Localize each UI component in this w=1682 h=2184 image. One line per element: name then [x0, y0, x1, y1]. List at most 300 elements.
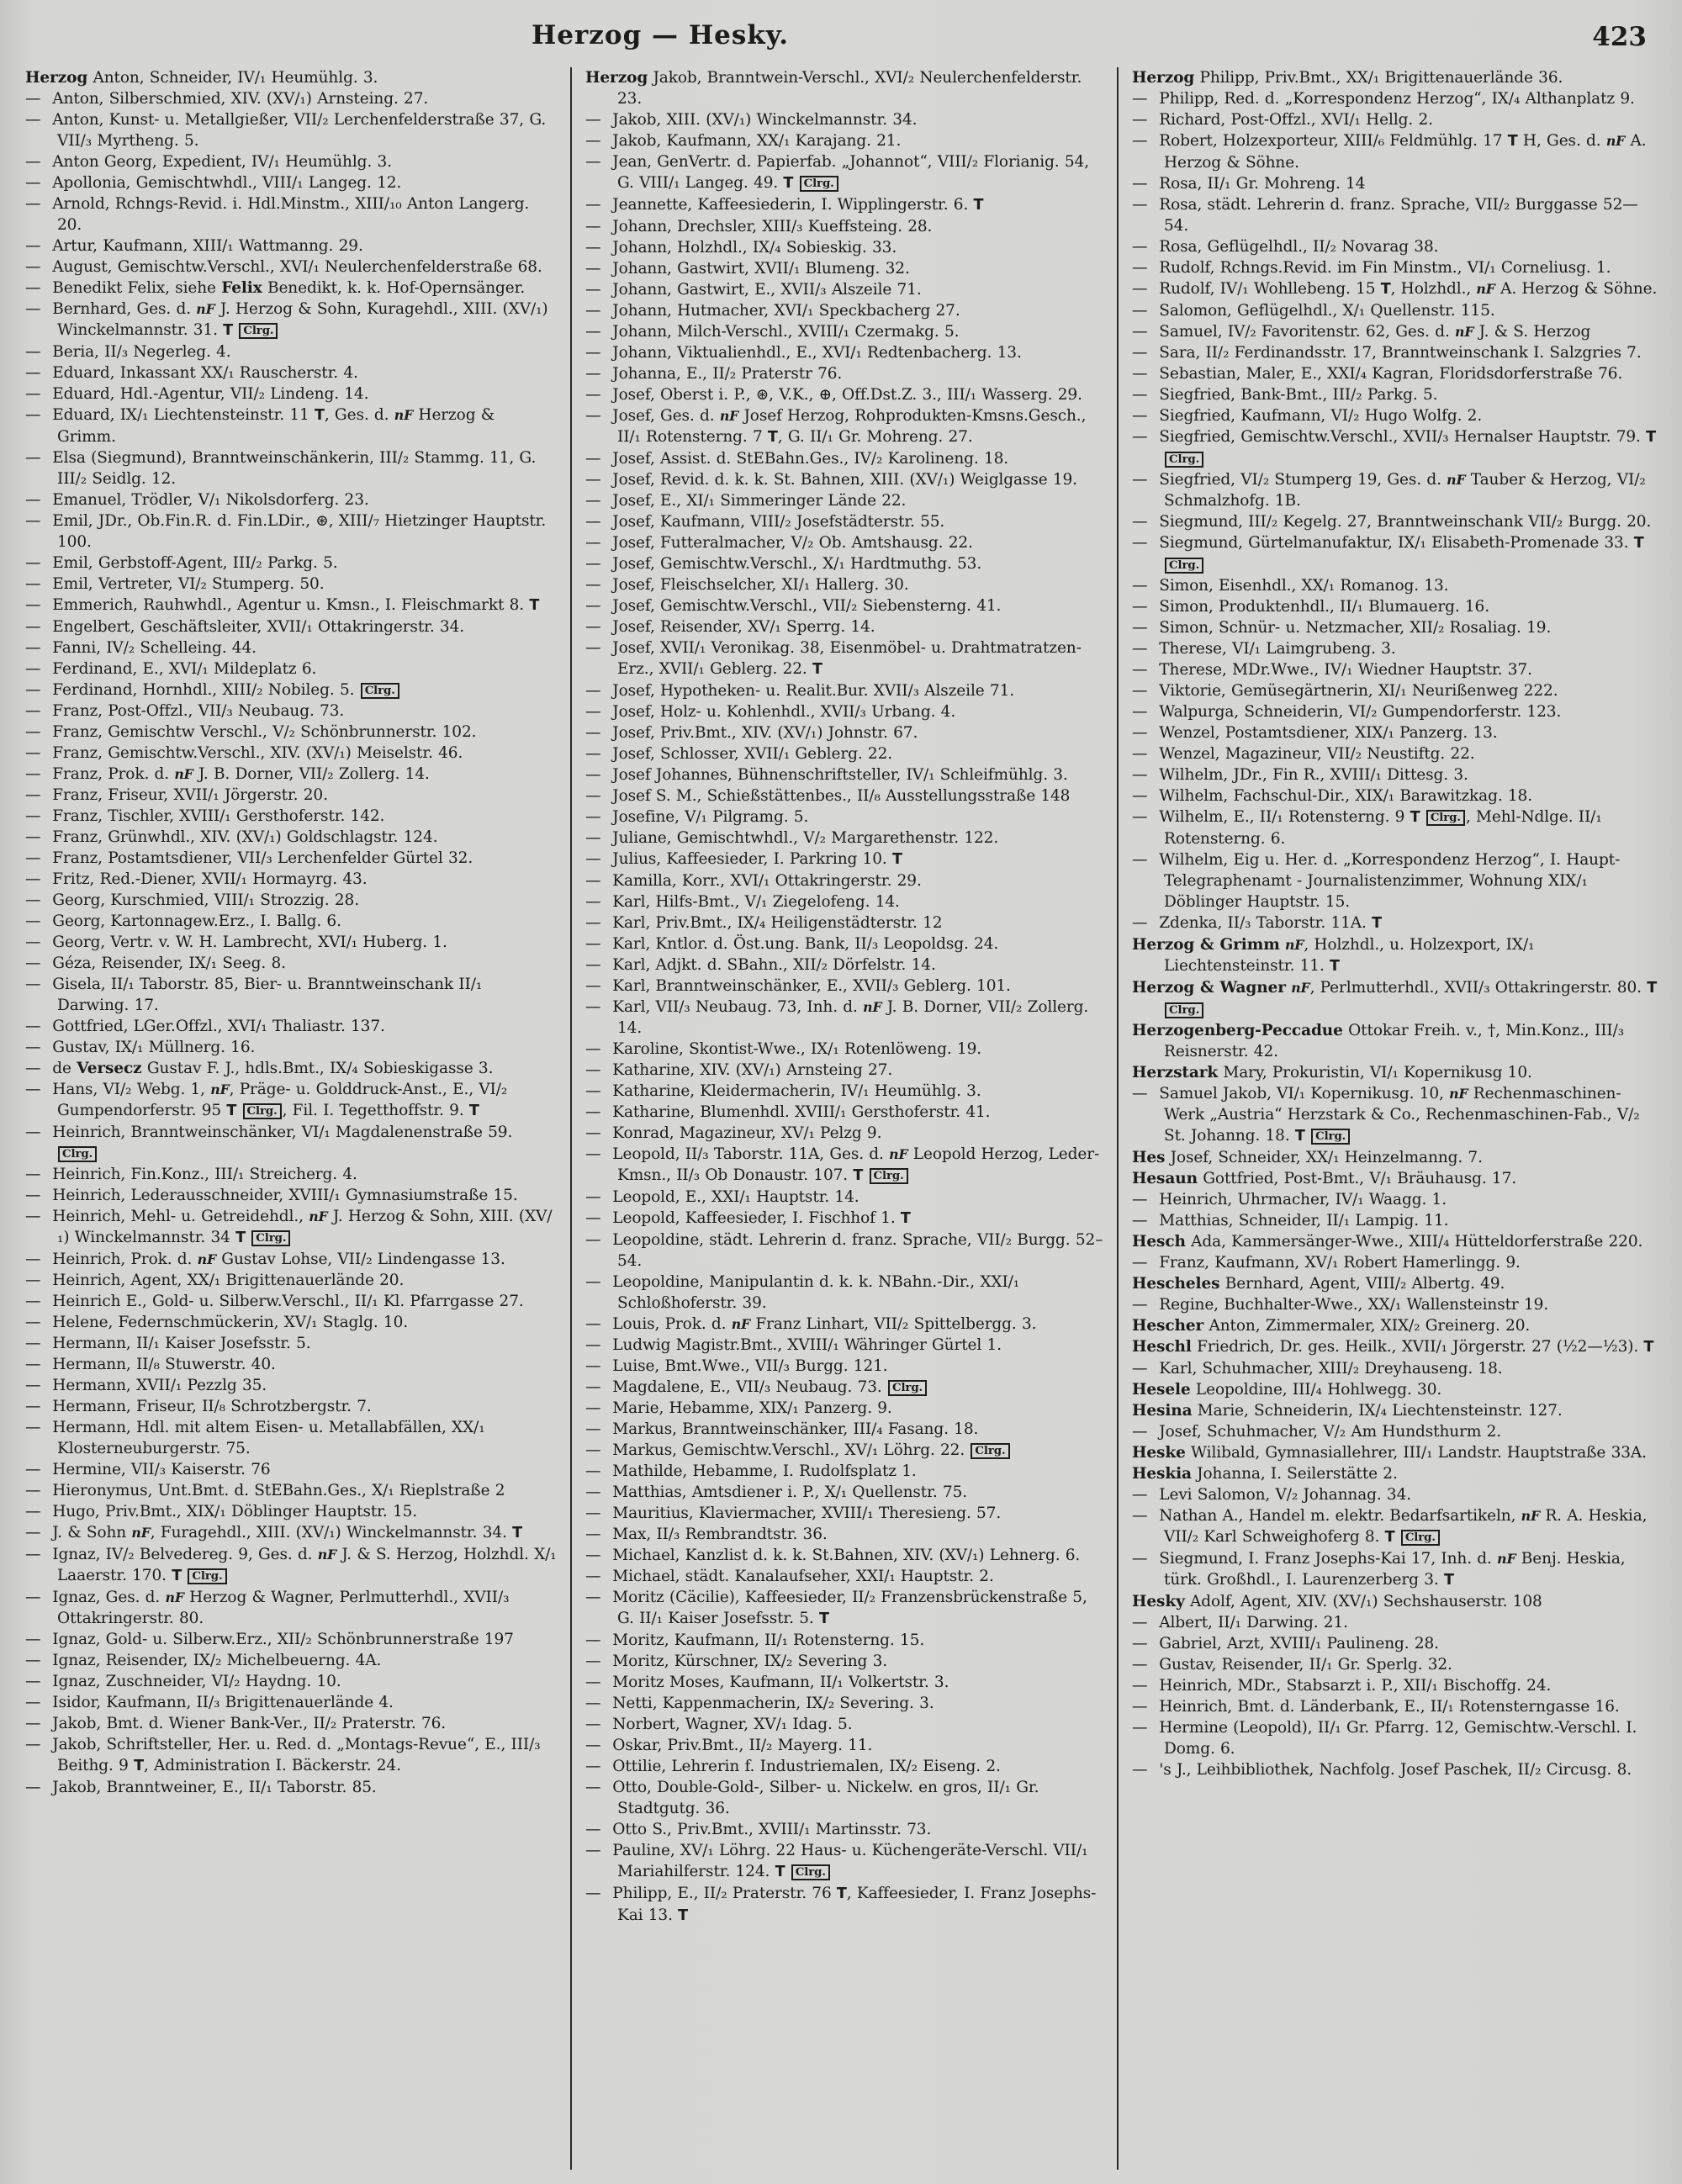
- ditto-dash: —: [1132, 1550, 1148, 1568]
- ditto-dash: —: [1132, 1486, 1148, 1504]
- surname-lead: Heske: [1132, 1444, 1186, 1462]
- ditto-dash: —: [1132, 513, 1148, 531]
- ditto-dash: —: [585, 872, 601, 890]
- directory-entry: — Franz, Gemischtw.Verschl., XIV. (XV/₁) Meiselstr. 46.: [25, 744, 463, 762]
- directory-column-2: [570, 67, 1117, 2170]
- directory-entry: — Siegfried, Kaufmann, VI/₂ Hugo Wolfg. 2.: [1132, 407, 1483, 425]
- ditto-dash: —: [585, 1040, 601, 1058]
- directory-entry: — Nathan A., Handel m. elektr. Bedarfsartikeln, nF R. A. Heskia, VII/₂ Karl Schweighoferg 8. T Clrg.: [1132, 1507, 1648, 1546]
- directory-entry: — Georg, Kurschmied, VIII/₁ Strozzig. 28.: [25, 891, 359, 909]
- ditto-dash: —: [585, 850, 601, 868]
- directory-entry: — Karl, Branntweinschänker, E., XVII/₃ Geblerg. 101.: [585, 977, 1011, 995]
- ditto-dash: —: [585, 893, 601, 911]
- ditto-dash: —: [1132, 598, 1148, 616]
- directory-entry: Hesch Ada, Kammersänger-Wwe., XIII/₄ Hütteldorferstraße 220.: [1132, 1233, 1643, 1251]
- directory-entry: — Leopold, II/₃ Taborstr. 11A, Ges. d. nF Leopold Herzog, Leder-Kmsn., II/₃ Ob Donaustr. 107. T Clrg.: [585, 1145, 1100, 1184]
- directory-entry: — Luise, Bmt.Wwe., VII/₃ Burgg. 121.: [585, 1357, 888, 1375]
- telephone-symbol: T: [172, 1568, 182, 1584]
- firm-symbol: nF: [1449, 1086, 1468, 1102]
- firm-symbol: nF: [196, 301, 215, 317]
- ditto-dash: —: [25, 258, 41, 276]
- ditto-dash: —: [25, 1652, 41, 1669]
- ditto-dash: —: [1132, 851, 1148, 869]
- directory-entry: — Karl, Schuhmacher, XIII/₂ Dreyhauseng. 18.: [1132, 1360, 1503, 1378]
- telephone-symbol: T: [900, 1210, 911, 1227]
- directory-entry: — Heinrich, MDr., Stabsarzt i. P., XII/₁ Bischoffg. 24.: [1132, 1677, 1552, 1695]
- clearing-badge: Clrg.: [870, 1168, 908, 1184]
- telephone-symbol: T: [468, 1103, 479, 1119]
- telephone-symbol: T: [1410, 809, 1420, 826]
- ditto-dash: —: [25, 90, 41, 108]
- directory-entry: — Karl, Priv.Bmt., IX/₄ Heiligenstädterstr. 12: [585, 914, 943, 932]
- directory-entry: — Heinrich, Bmt. d. Länderbank, E., II/₁ Rotensterngasse 16.: [1132, 1698, 1620, 1716]
- ditto-dash: —: [1132, 1254, 1148, 1272]
- ditto-dash: —: [585, 1716, 601, 1733]
- directory-entry: — Rudolf, Rchngs.Revid. im Fin Minstm., VI/₁ Corneliusg. 1.: [1132, 259, 1611, 277]
- page-header: [0, 20, 1682, 61]
- directory-entry: — Simon, Eisenhdl., XX/₁ Romanog. 13.: [1132, 577, 1449, 595]
- ditto-dash: —: [1132, 1635, 1148, 1653]
- directory-entry: — Markus, Gemischtw.Verschl., XV/₁ Löhrg. 22. Clrg.: [585, 1440, 1107, 1461]
- telephone-symbol: T: [1294, 1128, 1305, 1145]
- directory-entry: — Gisela, II/₁ Taborstr. 85, Bier- u. Branntweinschank II/₁ Darwing. 17.: [25, 976, 483, 1014]
- ditto-dash: —: [25, 1272, 41, 1289]
- telephone-symbol: T: [1443, 1572, 1454, 1589]
- firm-symbol: nF: [317, 1547, 337, 1563]
- firm-symbol: nF: [197, 1251, 216, 1267]
- directory-column-1: [25, 67, 570, 2170]
- firm-symbol: nF: [165, 1589, 184, 1605]
- ditto-dash: —: [25, 702, 41, 720]
- directory-entry: — Katharine, XIV. (XV/₁) Arnsteing 27.: [585, 1061, 893, 1079]
- directory-entry: — Engelbert, Geschäftsleiter, XVII/₁ Ottakringerstr. 34.: [25, 618, 465, 636]
- telephone-symbol: T: [1643, 1339, 1654, 1356]
- ditto-dash: —: [1132, 428, 1148, 446]
- directory-entry: — Jean, GenVertr. d. Papierfab. „Johannot“, VIII/₂ Florianig. 54, G. VIII/₁ Langeg. 49. T Clrg.: [585, 153, 1089, 192]
- directory-entry: — Magdalene, E., VII/₃ Neubaug. 73. Clrg.: [585, 1377, 1107, 1398]
- directory-entry: — Jeannette, Kaffeesiederin, I. Wipplingerstr. 6. T: [585, 196, 984, 214]
- ditto-dash: —: [25, 1356, 41, 1373]
- ditto-dash: —: [25, 406, 41, 424]
- directory-entry: — Kamilla, Korr., XVI/₁ Ottakringerstr. 29.: [585, 872, 922, 890]
- directory-entry: — Siegfried, VI/₂ Stumperg 19, Ges. d. nF Tauber & Herzog, VI/₂ Schmalzhofg. 1B.: [1132, 471, 1646, 510]
- firm-symbol: nF: [863, 999, 882, 1015]
- directory-entry: — Eduard, Inkassant XX/₁ Rauscherstr. 4.: [25, 364, 358, 382]
- telephone-symbol: T: [226, 1103, 237, 1119]
- directory-entry: — Marie, Hebamme, XIX/₁ Panzerg. 9.: [585, 1399, 892, 1417]
- directory-entry: — Heinrich, Prok. d. nF Gustav Lohse, VII/₂ Lindengasse 13.: [25, 1251, 505, 1268]
- ditto-dash: —: [1132, 471, 1148, 489]
- directory-entry: — Gustav, IX/₁ Müllnerg. 16.: [25, 1039, 256, 1056]
- directory-entry: — Leopoldine, städt. Lehrerin d. franz. Sprache, VII/₂ Burgg. 52–54.: [585, 1231, 1103, 1270]
- directory-entry: — Karl, Hilfs-Bmt., V/₁ Ziegelofeng. 14.: [585, 893, 900, 911]
- surname-lead: Herzstark: [1132, 1064, 1219, 1081]
- directory-entry: — Juliane, Gemischtwhdl., V/₂ Margarethenstr. 122.: [585, 829, 999, 847]
- ditto-dash: —: [25, 933, 41, 951]
- ditto-dash: —: [25, 1589, 41, 1606]
- directory-entry: — Josef, Holz- u. Kohlenhdl., XVII/₃ Urbang. 4.: [585, 703, 956, 721]
- ditto-dash: —: [585, 1061, 601, 1079]
- ditto-dash: —: [1132, 1191, 1148, 1208]
- clearing-badge: Clrg.: [971, 1443, 1009, 1459]
- directory-entry: — Karl, VII/₃ Neubaug. 73, Inh. d. nF J. B. Dorner, VII/₂ Zollerg. 14.: [585, 998, 1089, 1037]
- ditto-dash: —: [585, 1082, 601, 1100]
- ditto-dash: —: [585, 1821, 601, 1838]
- directory-entry: — Hermann, II/₁ Kaiser Josefsstr. 5.: [25, 1335, 311, 1352]
- clearing-badge: Clrg.: [1311, 1129, 1350, 1145]
- directory-entry: — Johann, Milch-Verschl., XVIII/₁ Czermakg. 5.: [585, 323, 960, 341]
- ditto-dash: —: [1132, 914, 1148, 932]
- directory-entry: — Gabriel, Arzt, XVIII/₁ Paulineng. 28.: [1132, 1635, 1439, 1653]
- ditto-dash: —: [1132, 386, 1148, 404]
- ditto-dash: —: [1132, 90, 1148, 108]
- ditto-dash: —: [25, 491, 41, 509]
- directory-entry: — Leopold, E., XXI/₁ Hauptstr. 14.: [585, 1188, 860, 1206]
- directory-entry: — Josef, Ges. d. nF Josef Herzog, Rohprodukten-Kmsns.Gesch., II/₁ Rotensterng. 7 T, G. II/₁ Gr. Mohreng. 27.: [585, 407, 1087, 446]
- directory-entry: — Josef, Reisender, XV/₁ Sperrg. 14.: [585, 618, 875, 636]
- ditto-dash: —: [585, 1103, 601, 1121]
- ditto-dash: —: [25, 1060, 41, 1077]
- telephone-symbol: T: [812, 661, 822, 678]
- surname-lead: Herzogenberg-Peccadue: [1132, 1022, 1343, 1039]
- ditto-dash: —: [25, 618, 41, 636]
- directory-entry: — Oskar, Priv.Bmt., II/₂ Mayerg. 11.: [585, 1737, 873, 1754]
- ditto-dash: —: [25, 976, 41, 993]
- ditto-dash: —: [25, 1314, 41, 1331]
- ditto-dash: —: [585, 1145, 601, 1163]
- directory-entry: — Pauline, XV/₁ Löhrg. 22 Haus- u. Küchengeräte-Verschl. VII/₁ Mariahilferstr. 124. T Clrg.: [585, 1842, 1088, 1880]
- telephone-symbol: T: [891, 851, 902, 868]
- firm-symbol: nF: [309, 1208, 328, 1224]
- ditto-dash: —: [25, 575, 41, 593]
- directory-entry: — Leopoldine, Manipulantin d. k. k. NBahn.-Dir., XXI/₁ Schloßhoferstr. 39.: [585, 1273, 1020, 1312]
- ditto-dash: —: [25, 660, 41, 678]
- directory-entry: — Samuel Jakob, VI/₁ Kopernikusg. 10, nF Rechenmaschinen-Werk „Austria“ Herzstark & Co., Rechenmaschinen-Fab., V/₂ St. Johanng. 18. T Clrg.: [1132, 1085, 1640, 1145]
- directory-entry: — Hermann, II/₈ Stuwerstr. 40.: [25, 1356, 276, 1373]
- telephone-symbol: T: [973, 197, 984, 214]
- directory-entry: — Siegmund, I. Franz Josephs-Kai 17, Inh. d. nF Benj. Heskia, türk. Großhdl., I. Laurenzerberg 3. T: [1132, 1550, 1626, 1589]
- directory-entry: — Heinrich, Fin.Konz., III/₁ Streicherg. 4.: [25, 1166, 357, 1183]
- ditto-dash: —: [1132, 640, 1148, 658]
- directory-entry: Hesaun Gottfried, Post-Bmt., V/₁ Bräuhausg. 17.: [1132, 1170, 1517, 1187]
- directory-entry: — Albert, II/₁ Darwing. 21.: [1132, 1614, 1348, 1631]
- directory-entry: — Philipp, E., II/₂ Praterstr. 76 T, Kaffeesieder, I. Franz Josephs-Kai 13. T: [585, 1885, 1097, 1924]
- ditto-dash: —: [585, 787, 601, 805]
- clearing-badge: Clrg.: [888, 1380, 927, 1396]
- ditto-dash: —: [1132, 1296, 1148, 1314]
- ditto-dash: —: [585, 386, 601, 404]
- ditto-dash: —: [585, 471, 601, 489]
- ditto-dash: —: [585, 724, 601, 742]
- ditto-dash: —: [1132, 808, 1148, 826]
- directory-entry: — Ignaz, Reisender, IX/₂ Michelbeuerng. 4A.: [25, 1652, 382, 1669]
- directory-entry: — Franz, Grünwhdl., XIV. (XV/₁) Goldschlagstr. 124.: [25, 828, 438, 846]
- ditto-dash: —: [1132, 111, 1148, 129]
- directory-entry: — Wilhelm, JDr., Fin R., XVIII/₁ Dittesg. 3.: [1132, 766, 1468, 784]
- ditto-dash: —: [585, 1441, 601, 1459]
- directory-entry: — Sebastian, Maler, E., XXI/₄ Kagran, Floridsdorferstraße 76.: [1132, 365, 1623, 383]
- ditto-dash: —: [585, 1209, 601, 1227]
- directory-entry: — Moritz Moses, Kaufmann, II/₁ Volkertstr. 3.: [585, 1674, 949, 1691]
- directory-entry: — Anton, Silberschmied, XIV. (XV/₁) Arnsteing. 27.: [25, 90, 429, 108]
- firm-symbol: nF: [1447, 472, 1466, 488]
- directory-entry: — Franz, Gemischtw Verschl., V/₂ Schönbrunnerstr. 102.: [25, 723, 477, 741]
- ditto-dash: —: [25, 1524, 41, 1541]
- directory-entry: — Georg, Kartonnagew.Erz., I. Ballg. 6.: [25, 912, 341, 930]
- ditto-dash: —: [25, 1503, 41, 1520]
- ditto-dash: —: [585, 1124, 601, 1142]
- ditto-dash: —: [1132, 1656, 1148, 1674]
- surname-lead: Herzog: [585, 69, 648, 87]
- directory-entry: — Siegmund, III/₂ Kegelg. 27, Branntweinschank VII/₂ Burgg. 20.: [1132, 513, 1652, 531]
- directory-entry: Herzog Jakob, Branntwein-Verschl., XVI/₂ Neulerchenfelderstr. 23.: [585, 69, 1082, 108]
- directory-entry: — Franz, Tischler, XVIII/₁ Gersthoferstr. 142.: [25, 807, 385, 825]
- directory-entry: — Sara, II/₂ Ferdinandsstr. 17, Branntweinschank I. Salzgries 7.: [1132, 344, 1642, 362]
- ditto-dash: —: [25, 596, 41, 614]
- ditto-dash: —: [585, 365, 601, 383]
- directory-entry: — Jakob, Schriftsteller, Her. u. Red. d. „Montags-Revue“, E., III/₃ Beithg. 9 T, Administration I. Bäckerstr. 24.: [25, 1736, 541, 1774]
- ditto-dash: —: [1132, 407, 1148, 425]
- ditto-dash: —: [1132, 766, 1148, 784]
- ditto-dash: —: [585, 977, 601, 995]
- directory-entry: — Ignaz, Zuschneider, VI/₂ Haydng. 10.: [25, 1673, 341, 1690]
- ditto-dash: —: [25, 1631, 41, 1648]
- firm-symbol: nF: [1605, 133, 1626, 149]
- telephone-symbol: T: [1647, 980, 1658, 997]
- clearing-badge: Clrg.: [1165, 1002, 1203, 1018]
- directory-entry: — Rudolf, IV/₁ Wohllebeng. 15 T, Holzhdl., nF A. Herzog & Söhne.: [1132, 280, 1658, 298]
- ditto-dash: —: [25, 1482, 41, 1499]
- directory-entry: — Johann, Drechsler, XIII/₃ Kueffsteing. 28.: [585, 218, 933, 235]
- ditto-dash: —: [25, 1208, 41, 1225]
- surname-lead: Hes: [1132, 1149, 1166, 1166]
- clearing-badge: Clrg.: [243, 1103, 282, 1119]
- directory-entry: — Netti, Kappenmacherin, IX/₂ Severing. 3.: [585, 1695, 934, 1712]
- ditto-dash: —: [585, 1526, 601, 1543]
- ditto-dash: —: [585, 1674, 601, 1691]
- ditto-dash: —: [25, 1461, 41, 1478]
- directory-entry: — Wilhelm, Fachschul-Dir., XIX/₁ Barawitzkag. 18.: [1132, 787, 1533, 805]
- directory-entry: — Hermann, Friseur, II/₈ Schrotzbergstr. 7.: [25, 1398, 372, 1415]
- directory-columns: [25, 67, 1665, 2170]
- ditto-dash: —: [25, 723, 41, 741]
- ditto-dash: —: [585, 196, 601, 214]
- directory-entry: — Mathilde, Hebamme, I. Rudolfsplatz 1.: [585, 1462, 917, 1480]
- directory-entry: — Josef, XVII/₁ Veronikag. 38, Eisenmöbel- u. Drahtmatratzen-Erz., XVII/₁ Geblerg. 22. T: [585, 639, 1082, 678]
- directory-entry: — Johann, Viktualienhdl., E., XVI/₁ Redtenbacherg. 13.: [585, 344, 1022, 362]
- ditto-dash: —: [585, 1399, 601, 1417]
- directory-entry: — Simon, Schnür- u. Netzmacher, XII/₂ Rosaliag. 19.: [1132, 619, 1552, 637]
- directory-entry: — Emanuel, Trödler, V/₁ Nikolsdorferg. 23.: [25, 491, 369, 509]
- directory-entry: — Samuel, IV/₂ Favoritenstr. 62, Ges. d. nF J. & S. Herzog: [1132, 323, 1591, 341]
- directory-entry: — Moritz, Kürschner, IX/₂ Severing 3.: [585, 1653, 888, 1670]
- directory-entry: Herzog Anton, Schneider, IV/₁ Heumühlg. 3.: [25, 69, 378, 87]
- ditto-dash: —: [25, 1715, 41, 1732]
- ditto-dash: —: [585, 218, 601, 235]
- ditto-dash: —: [1132, 302, 1148, 320]
- directory-entry: Heschl Friedrich, Dr. ges. Heilk., XVII/₁ Jörgerstr. 27 (½2—½3). T: [1132, 1338, 1654, 1356]
- surname-lead: Hescheles: [1132, 1275, 1220, 1293]
- firm-symbol: nF: [174, 766, 193, 782]
- ditto-dash: —: [25, 1736, 41, 1753]
- ditto-dash: —: [1132, 280, 1148, 298]
- clearing-badge: Clrg.: [239, 323, 278, 339]
- directory-entry: Hes Josef, Schneider, XX/₁ Heinzelmanng. 7.: [1132, 1149, 1483, 1166]
- inline-bold-name: Versecz: [77, 1060, 142, 1077]
- directory-entry: — Josef, Hypotheken- u. Realit.Bur. XVII/₃ Alszeile 71.: [585, 682, 1015, 700]
- ditto-dash: —: [25, 1039, 41, 1056]
- ditto-dash: —: [25, 385, 41, 403]
- telephone-symbol: T: [818, 1610, 829, 1627]
- surname-lead: Herzog: [1132, 69, 1195, 87]
- directory-entry: — Gustav, Reisender, II/₁ Gr. Sperlg. 32.: [1132, 1656, 1452, 1674]
- directory-entry: — Richard, Post-Offzl., XVI/₁ Hellg. 2.: [1132, 111, 1433, 129]
- firm-symbol: nF: [1521, 1508, 1541, 1524]
- directory-entry: — Jakob, Bmt. d. Wiener Bank-Ver., II/₂ Praterstr. 76.: [25, 1715, 447, 1732]
- ditto-dash: —: [585, 1758, 601, 1775]
- ditto-dash: —: [585, 998, 601, 1016]
- ditto-dash: —: [585, 576, 601, 594]
- ditto-dash: —: [1132, 1614, 1148, 1631]
- ditto-dash: —: [585, 1378, 601, 1396]
- surname-lead: Herzog & Grimm: [1132, 936, 1280, 954]
- ditto-dash: —: [585, 344, 601, 362]
- directory-entry: — Apollonia, Gemischtwhdl., VIII/₁ Langeg. 12.: [25, 174, 402, 192]
- ditto-dash: —: [585, 323, 601, 341]
- ditto-dash: —: [585, 682, 601, 700]
- directory-entry: — Eduard, Hdl.-Agentur, VII/₂ Lindeng. 14.: [25, 385, 369, 403]
- surname-lead: Herzog & Wagner: [1132, 979, 1286, 997]
- ditto-dash: —: [25, 639, 41, 657]
- directory-entry: — Emil, Gerbstoff-Agent, III/₂ Parkg. 5.: [25, 554, 338, 572]
- directory-entry: — Josef, Assist. d. StEBahn.Ges., IV/₂ Karolineng. 18.: [585, 450, 1009, 468]
- directory-entry: — Max, II/₃ Rembrandtstr. 36.: [585, 1526, 828, 1543]
- firm-symbol: nF: [1455, 324, 1474, 340]
- ditto-dash: —: [25, 554, 41, 572]
- directory-entry: — Bernhard, Ges. d. nF J. Herzog & Sohn, Kuragehdl., XIII. (XV/₁) Winckelmannstr. 31. T Clrg.: [25, 300, 548, 339]
- directory-entry: — Therese, MDr.Wwe., IV/₁ Wiedner Hauptstr. 37.: [1132, 661, 1532, 679]
- surname-lead: Hesaun: [1132, 1170, 1198, 1187]
- directory-entry: — Hermine (Leopold), II/₁ Gr. Pfarrg. 12, Gemischtw.-Verschl. I. Domg. 6.: [1132, 1719, 1637, 1758]
- directory-entry: — Helene, Federnschmückerin, XV/₁ Staglg. 10.: [25, 1314, 409, 1331]
- ditto-dash: —: [585, 808, 601, 826]
- directory-entry: — Géza, Reisender, IX/₁ Seeg. 8.: [25, 955, 286, 972]
- ditto-dash: —: [25, 912, 41, 930]
- page-number: 423: [1592, 22, 1647, 52]
- ditto-dash: —: [1132, 661, 1148, 679]
- ditto-dash: —: [1132, 238, 1148, 256]
- ditto-dash: —: [585, 1547, 601, 1564]
- ditto-dash: —: [25, 300, 41, 318]
- ditto-dash: —: [585, 1504, 601, 1522]
- ditto-dash: —: [585, 450, 601, 468]
- inline-bold-name: Felix: [221, 279, 262, 297]
- directory-entry: — Karl, Kntlor. d. Öst.ung. Bank, II/₃ Leopoldsg. 24.: [585, 935, 999, 953]
- directory-entry: — Anton, Kunst- u. Metallgießer, VII/₂ Lerchenfelderstraße 37, G. VII/₃ Myrtheng. 5.: [25, 111, 547, 150]
- directory-entry: — Franz, Postamtsdiener, VII/₃ Lerchenfelder Gürtel 32.: [25, 849, 473, 867]
- directory-entry: — August, Gemischtw.Verschl., XVI/₁ Neulerchenfelderstraße 68.: [25, 258, 542, 276]
- ditto-dash: —: [25, 364, 41, 382]
- ditto-dash: —: [1132, 1360, 1148, 1378]
- directory-entry: — Norbert, Wagner, XV/₁ Idag. 5.: [585, 1716, 853, 1733]
- directory-entry: — Philipp, Red. d. „Korrespondenz Herzog“, IX/₄ Althanplatz 9.: [1132, 90, 1635, 108]
- directory-entry: — Josef, Schuhmacher, V/₂ Am Hundsthurm 2.: [1132, 1423, 1502, 1441]
- directory-entry: — Ferdinand, Hornhdl., XIII/₂ Nobileg. 5. Clrg.: [25, 680, 557, 701]
- ditto-dash: —: [25, 1081, 41, 1098]
- directory-entry: — Elsa (Siegmund), Branntweinschänkerin, III/₂ Stammg. 11, G. III/₂ Seidlg. 12.: [25, 449, 537, 488]
- ditto-dash: —: [25, 343, 41, 361]
- directory-entry: Herzog & Grimm nF, Holzhdl., u. Holzexport, IX/₁ Liechtensteinstr. 11. T: [1132, 936, 1535, 975]
- telephone-symbol: T: [1507, 133, 1518, 150]
- directory-entry: — Josef Johannes, Bühnenschriftsteller, IV/₁ Schleifmühlg. 3.: [585, 766, 1068, 784]
- ditto-dash: —: [25, 681, 41, 699]
- directory-entry: — Ignaz, IV/₂ Belvedereg. 9, Ges. d. nF J. & S. Herzog, Holzhdl. X/₁ Laaerstr. 170. T Clrg.: [25, 1546, 557, 1584]
- directory-entry: — Johann, Holzhdl., IX/₄ Sobieskig. 33.: [585, 239, 897, 256]
- directory-entry: — Heinrich, Agent, XX/₁ Brigittenauerlände 20.: [25, 1272, 405, 1289]
- directory-entry: — Julius, Kaffeesieder, I. Parkring 10. T: [585, 850, 902, 868]
- ditto-dash: —: [25, 1166, 41, 1183]
- ditto-dash: —: [25, 1335, 41, 1352]
- directory-entry: — Fritz, Red.-Diener, XVII/₁ Hormayrg. 43.: [25, 870, 368, 888]
- firm-symbol: nF: [210, 1081, 230, 1097]
- ditto-dash: —: [585, 407, 601, 425]
- telephone-symbol: T: [1380, 281, 1391, 298]
- ditto-dash: —: [25, 828, 41, 846]
- telephone-symbol: T: [767, 429, 778, 446]
- ditto-dash: —: [25, 1377, 41, 1394]
- directory-entry: — Hermann, Hdl. mit altem Eisen- u. Metallabfällen, XX/₁ Klosterneuburgerstr. 75.: [25, 1419, 485, 1457]
- directory-entry: — Ignaz, Ges. d. nF Herzog & Wagner, Perlmutterhdl., XVII/₃ Ottakringerstr. 80.: [25, 1589, 510, 1627]
- ditto-dash: —: [1132, 1719, 1148, 1737]
- directory-entry: — Benedikt Felix, siehe Felix Benedikt, k. k. Hof-Opernsänger.: [25, 279, 526, 297]
- ditto-dash: —: [585, 513, 601, 531]
- directory-entry: — Regine, Buchhalter-Wwe., XX/₁ Wallensteinstr 19.: [1132, 1296, 1549, 1314]
- directory-entry: — Ignaz, Gold- u. Silberw.Erz., XII/₂ Schönbrunnerstraße 197: [25, 1631, 514, 1648]
- telephone-symbol: T: [235, 1229, 246, 1246]
- ditto-dash: —: [585, 639, 601, 657]
- ditto-dash: —: [1132, 619, 1148, 637]
- directory-entry: — Johann, Hutmacher, XVI/₁ Speckbacherg 27.: [585, 302, 960, 320]
- surname-lead: Heskia: [1132, 1465, 1192, 1483]
- ditto-dash: —: [1132, 1677, 1148, 1695]
- directory-entry: — Heinrich, Lederausschneider, XVIII/₁ Gymnasiumstraße 15.: [25, 1187, 518, 1204]
- ditto-dash: —: [25, 279, 41, 297]
- directory-entry: — Moritz, Kaufmann, II/₁ Rotensterng. 15.: [585, 1631, 925, 1649]
- ditto-dash: —: [1132, 1698, 1148, 1716]
- directory-entry: — Ottilie, Lehrerin f. Industriemalen, IX/₂ Eiseng. 2.: [585, 1758, 1001, 1775]
- ditto-dash: —: [1132, 365, 1148, 383]
- telephone-symbol: T: [1633, 535, 1644, 552]
- directory-column-3: [1117, 67, 1665, 2170]
- directory-entry: — Zdenka, II/₃ Taborstr. 11A. T: [1132, 914, 1382, 932]
- ditto-dash: —: [585, 1315, 601, 1333]
- directory-entry: Hesky Adolf, Agent, XIV. (XV/₁) Sechshauserstr. 108: [1132, 1593, 1542, 1610]
- telephone-symbol: T: [529, 597, 540, 614]
- ditto-dash: —: [25, 1187, 41, 1204]
- ditto-dash: —: [25, 237, 41, 255]
- ditto-dash: —: [585, 555, 601, 573]
- directory-entry: — Rosa, Geflügelhdl., II/₂ Novarag 38.: [1132, 238, 1439, 256]
- surname-lead: Hescher: [1132, 1317, 1204, 1335]
- ditto-dash: —: [585, 956, 601, 974]
- ditto-dash: —: [25, 153, 41, 171]
- firm-symbol: nF: [1476, 281, 1495, 297]
- directory-entry: — Leopold, Kaffeesieder, I. Fischhof 1. T: [585, 1209, 911, 1227]
- directory-entry: — Siegmund, Gürtelmanufaktur, IX/₁ Elisabeth-Promenade 33. T Clrg.: [1132, 534, 1644, 572]
- directory-entry: — Rosa, II/₁ Gr. Mohreng. 14: [1132, 175, 1366, 193]
- telephone-symbol: T: [783, 175, 794, 192]
- ditto-dash: —: [1132, 1212, 1148, 1229]
